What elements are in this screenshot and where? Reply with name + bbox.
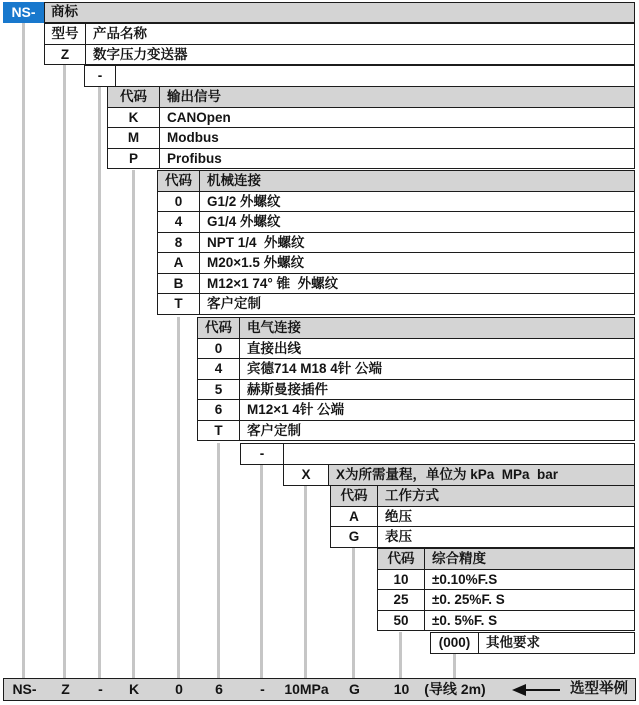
- output-signal-desc-cell: Modbus: [160, 128, 635, 149]
- model-header-label: 产品名称: [86, 24, 635, 45]
- example-code-item: 0: [175, 681, 183, 697]
- accuracy-code-cell: 50: [378, 610, 425, 631]
- example-code-item: 10: [393, 681, 410, 697]
- mechanical-connection-desc-cell: M12×1 74° 锥 外螺纹: [200, 273, 635, 294]
- accuracy-header-code: 代码: [378, 549, 425, 570]
- accuracy-desc-cell: ±0. 5%F. S: [425, 610, 635, 631]
- working-mode-code-cell: G: [331, 527, 378, 548]
- electrical-connection-desc-cell: 宾德714 M18 4针 公端: [240, 359, 635, 380]
- output-signal-code-cell: M: [108, 128, 160, 149]
- mechanical-connection-code-cell: 8: [158, 232, 200, 253]
- mechanical-connection-code-cell: T: [158, 294, 200, 315]
- table-working-mode: [330, 485, 635, 548]
- mechanical-connection-desc-cell: G1/4 外螺纹: [200, 212, 635, 233]
- output-signal-header-label: 输出信号: [160, 87, 635, 108]
- output-signal-header-code: 代码: [108, 87, 160, 108]
- mechanical-connection-code-cell: 0: [158, 191, 200, 212]
- table-electrical-connection: [197, 317, 635, 441]
- brand-prefix-cell: NS-: [3, 2, 44, 23]
- table-mechanical-connection: [157, 170, 635, 315]
- working-mode-code-cell: A: [331, 506, 378, 527]
- mechanical-connection-header-label: 机械连接: [200, 171, 635, 192]
- arrow-left-icon: [512, 684, 560, 696]
- mechanical-connection-code-cell: 4: [158, 212, 200, 233]
- model-header-code: 型号: [45, 24, 86, 45]
- accuracy-desc-cell: ±0. 25%F. S: [425, 590, 635, 611]
- table-pressure-range: [283, 464, 635, 486]
- example-code-item: NS-: [12, 681, 37, 697]
- example-code-item: Z: [61, 681, 70, 697]
- separator-2-code-cell: -: [241, 444, 284, 465]
- working-mode-header-label: 工作方式: [378, 486, 635, 507]
- separator-2-desc-cell: [284, 444, 635, 465]
- example-code-item: 6: [215, 681, 223, 697]
- electrical-connection-code-cell: 4: [198, 359, 240, 380]
- example-code-item: 10MPa: [284, 681, 329, 697]
- model-code-cell: Z: [45, 44, 86, 65]
- separator-1-code-cell: -: [85, 66, 116, 87]
- accuracy-header-label: 综合精度: [425, 549, 635, 570]
- table-separator-2: [240, 443, 635, 465]
- example-code-item: (导线 2m): [424, 681, 486, 697]
- mechanical-connection-desc-cell: M20×1.5 外螺纹: [200, 253, 635, 274]
- mechanical-connection-desc-cell: G1/2 外螺纹: [200, 191, 635, 212]
- connector-line: [352, 548, 355, 678]
- table-model: [44, 23, 635, 65]
- accuracy-desc-cell: ±0.10%F.S: [425, 569, 635, 590]
- output-signal-code-cell: K: [108, 107, 160, 128]
- connector-line: [177, 317, 180, 678]
- mechanical-connection-code-cell: A: [158, 253, 200, 274]
- connector-line: [132, 170, 135, 678]
- pressure-range-desc-cell: X为所需量程，单位为 kPa MPa bar: [329, 465, 635, 486]
- electrical-connection-desc-cell: 客户定制: [240, 420, 635, 441]
- output-signal-desc-cell: CANOpen: [160, 107, 635, 128]
- connector-line: [304, 485, 307, 678]
- pressure-range-code-cell: X: [284, 465, 329, 486]
- accuracy-code-cell: 10: [378, 569, 425, 590]
- mechanical-connection-code-cell: B: [158, 273, 200, 294]
- other-requirements-code-cell: (000): [431, 633, 479, 654]
- mechanical-connection-header-code: 代码: [158, 171, 200, 192]
- working-mode-desc-cell: 表压: [378, 527, 635, 548]
- connector-line: [63, 65, 66, 678]
- example-code-item: -: [260, 681, 265, 697]
- separator-1-desc-cell: [116, 66, 635, 87]
- arrow-tail: [524, 689, 560, 692]
- electrical-connection-desc-cell: 直接出线: [240, 338, 635, 359]
- electrical-connection-code-cell: 0: [198, 338, 240, 359]
- electrical-connection-desc-cell: 赫斯曼接插件: [240, 379, 635, 400]
- electrical-connection-code-cell: T: [198, 420, 240, 441]
- connector-line: [453, 653, 456, 678]
- electrical-connection-code-cell: 5: [198, 379, 240, 400]
- accuracy-code-cell: 25: [378, 590, 425, 611]
- output-signal-code-cell: P: [108, 148, 160, 169]
- example-code-item: -: [98, 681, 103, 697]
- connector-line: [217, 443, 220, 678]
- brand-label-cell: 商标: [44, 2, 635, 23]
- other-requirements-desc-cell: 其他要求: [479, 633, 635, 654]
- mechanical-connection-desc-cell: 客户定制: [200, 294, 635, 315]
- table-output-signal: [107, 86, 635, 169]
- table-other-requirements: [430, 632, 635, 654]
- working-mode-header-code: 代码: [331, 486, 378, 507]
- table-separator-1: [84, 65, 635, 87]
- connector-line: [98, 86, 101, 678]
- working-mode-desc-cell: 绝压: [378, 506, 635, 527]
- example-caption: 选型举例: [570, 681, 628, 697]
- electrical-connection-header-code: 代码: [198, 318, 240, 339]
- connector-line: [260, 464, 263, 678]
- example-code-item: K: [128, 681, 140, 697]
- electrical-connection-code-cell: 6: [198, 400, 240, 421]
- example-code-item: G: [349, 681, 360, 697]
- mechanical-connection-desc-cell: NPT 1/4 外螺纹: [200, 232, 635, 253]
- connector-line: [22, 23, 25, 678]
- model-desc-cell: 数字压力变送器: [86, 44, 635, 65]
- connector-line: [399, 632, 402, 678]
- electrical-connection-header-label: 电气连接: [240, 318, 635, 339]
- table-accuracy: [377, 548, 635, 631]
- output-signal-desc-cell: Profibus: [160, 148, 635, 169]
- electrical-connection-desc-cell: M12×1 4针 公端: [240, 400, 635, 421]
